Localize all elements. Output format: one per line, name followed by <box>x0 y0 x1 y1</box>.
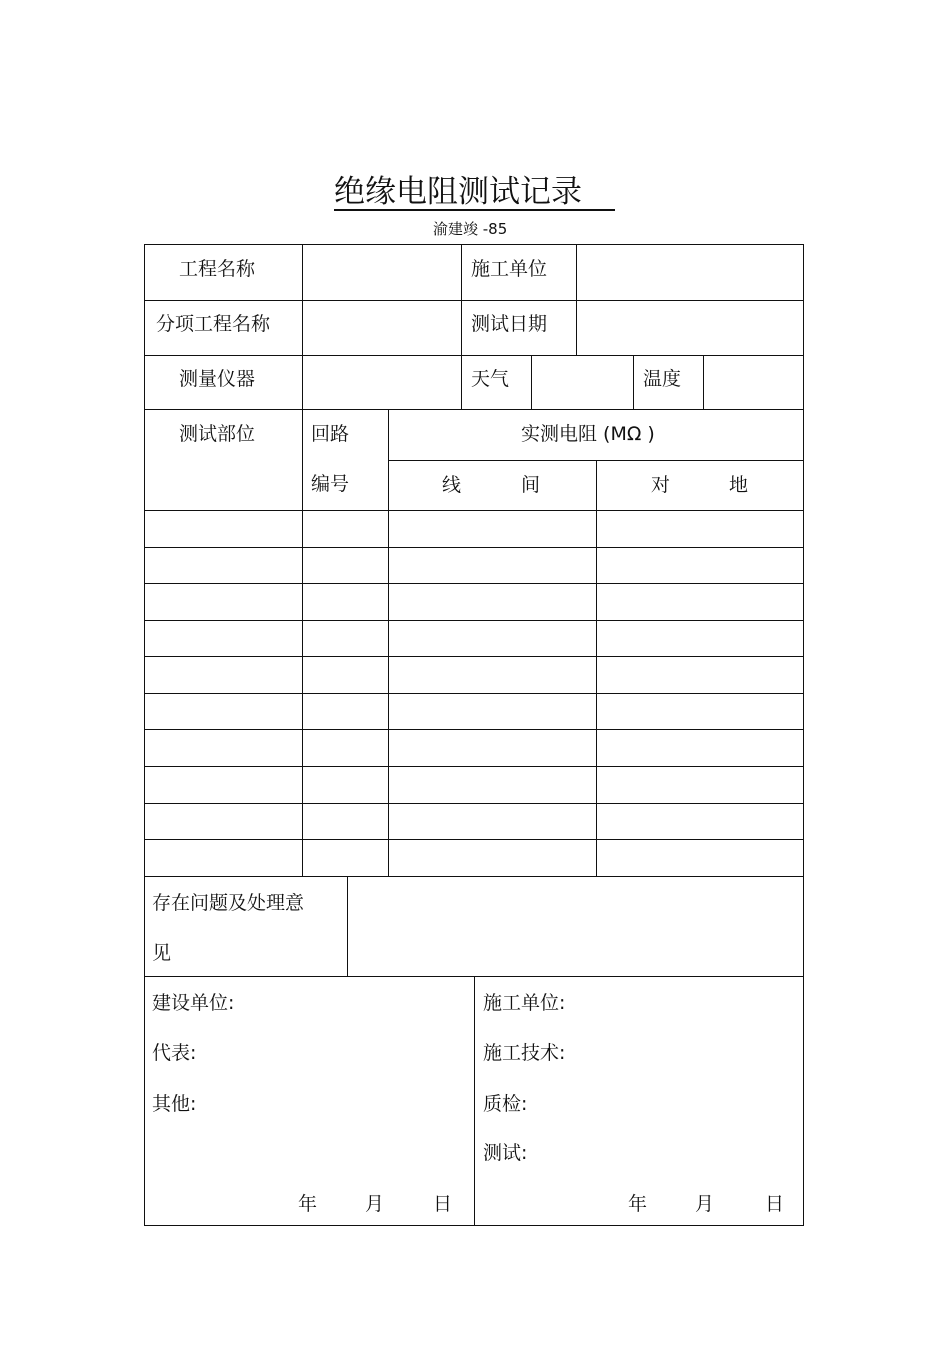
grid-line <box>145 355 803 356</box>
sub-project-label: 分项工程名称 <box>156 313 271 335</box>
circuit-number-cell[interactable] <box>303 584 388 620</box>
circuit-number-cell[interactable] <box>303 694 388 729</box>
right-day-label: 日 <box>765 1193 785 1215</box>
left-day-label: 日 <box>433 1193 453 1215</box>
quality-check-label: 质检: <box>483 1093 528 1115</box>
line-to-ground-cell[interactable] <box>597 511 803 547</box>
line-to-ground-cell[interactable] <box>597 767 803 803</box>
sub-project-field[interactable] <box>303 301 461 355</box>
weather-field[interactable] <box>532 356 633 410</box>
test-position-cell[interactable] <box>146 767 302 803</box>
weather-label: 天气 <box>471 368 510 390</box>
line-to-ground-cell[interactable] <box>597 730 803 766</box>
test-position-label: 测试部位 <box>179 423 256 445</box>
temperature-field[interactable] <box>704 356 803 410</box>
line-to-line-label-2: 间 <box>521 474 541 496</box>
grid-line <box>576 245 577 355</box>
line-to-ground-label-1: 对 <box>651 474 671 496</box>
line-to-ground-cell[interactable] <box>597 657 803 693</box>
line-to-ground-cell[interactable] <box>597 840 803 876</box>
line-to-ground-cell[interactable] <box>597 621 803 656</box>
grid-line <box>145 300 803 301</box>
measured-resistance-label: 实测电阻 (MΩ ) <box>521 423 655 445</box>
circuit-number-cell[interactable] <box>303 657 388 693</box>
construction-unit-field[interactable] <box>577 245 803 300</box>
line-to-ground-cell[interactable] <box>597 584 803 620</box>
construction-unit-label: 施工单位 <box>471 258 548 280</box>
test-position-cell[interactable] <box>146 804 302 839</box>
instrument-label: 测量仪器 <box>179 368 256 390</box>
test-date-label: 测试日期 <box>471 313 548 335</box>
record-form <box>144 244 804 1226</box>
line-to-ground-cell[interactable] <box>597 804 803 839</box>
page-title: 绝缘电阻测试记录 <box>334 174 582 210</box>
line-to-line-cell[interactable] <box>389 840 596 876</box>
right-year-label: 年 <box>628 1193 648 1215</box>
owner-unit-label: 建设单位: <box>152 992 235 1014</box>
other-label: 其他: <box>152 1093 197 1115</box>
line-to-ground-label-2: 地 <box>729 474 749 496</box>
issues-label-line2: 见 <box>152 942 172 964</box>
line-to-line-cell[interactable] <box>389 804 596 839</box>
test-date-field[interactable] <box>577 301 803 355</box>
grid-line <box>474 976 475 1225</box>
circuit-number-cell[interactable] <box>303 511 388 547</box>
circuit-number-cell[interactable] <box>303 804 388 839</box>
circuit-number-cell[interactable] <box>303 840 388 876</box>
project-name-label: 工程名称 <box>179 258 256 280</box>
grid-line <box>633 355 634 409</box>
test-position-cell[interactable] <box>146 840 302 876</box>
test-position-cell[interactable] <box>146 511 302 547</box>
line-to-line-cell[interactable] <box>389 767 596 803</box>
issues-field[interactable] <box>348 877 803 976</box>
grid-line <box>347 876 348 976</box>
circuit-label-line1: 回路 <box>311 423 350 445</box>
instrument-field[interactable] <box>303 356 461 410</box>
contractor-unit-label: 施工单位: <box>483 992 566 1014</box>
line-to-line-cell[interactable] <box>389 511 596 547</box>
representative-label: 代表: <box>152 1042 197 1064</box>
document-number: 渝建竣 -85 <box>433 220 508 238</box>
circuit-label-line2: 编号 <box>311 473 350 495</box>
temperature-label: 温度 <box>643 368 682 390</box>
circuit-number-cell[interactable] <box>303 621 388 656</box>
test-position-cell[interactable] <box>146 548 302 583</box>
circuit-number-cell[interactable] <box>303 767 388 803</box>
left-month-label: 月 <box>365 1193 385 1215</box>
grid-line <box>703 355 704 409</box>
project-name-field[interactable] <box>303 245 461 300</box>
line-to-line-label-1: 线 <box>442 474 462 496</box>
test-position-cell[interactable] <box>146 694 302 729</box>
tester-label: 测试: <box>483 1142 528 1164</box>
line-to-ground-cell[interactable] <box>597 548 803 583</box>
line-to-line-cell[interactable] <box>389 730 596 766</box>
test-position-cell[interactable] <box>146 730 302 766</box>
grid-line <box>145 409 803 410</box>
test-position-cell[interactable] <box>146 657 302 693</box>
line-to-line-cell[interactable] <box>389 694 596 729</box>
right-month-label: 月 <box>695 1193 715 1215</box>
circuit-number-cell[interactable] <box>303 730 388 766</box>
circuit-number-cell[interactable] <box>303 548 388 583</box>
test-position-cell[interactable] <box>146 621 302 656</box>
line-to-line-cell[interactable] <box>389 548 596 583</box>
line-to-line-cell[interactable] <box>389 657 596 693</box>
line-to-ground-cell[interactable] <box>597 694 803 729</box>
line-to-line-cell[interactable] <box>389 621 596 656</box>
title-underline <box>334 209 615 211</box>
test-position-cell[interactable] <box>146 584 302 620</box>
grid-line <box>461 245 462 409</box>
grid-line <box>145 876 803 877</box>
grid-line <box>531 355 532 409</box>
left-year-label: 年 <box>298 1193 318 1215</box>
construction-tech-label: 施工技术: <box>483 1042 566 1064</box>
issues-label-line1: 存在问题及处理意 <box>152 892 305 914</box>
line-to-line-cell[interactable] <box>389 584 596 620</box>
